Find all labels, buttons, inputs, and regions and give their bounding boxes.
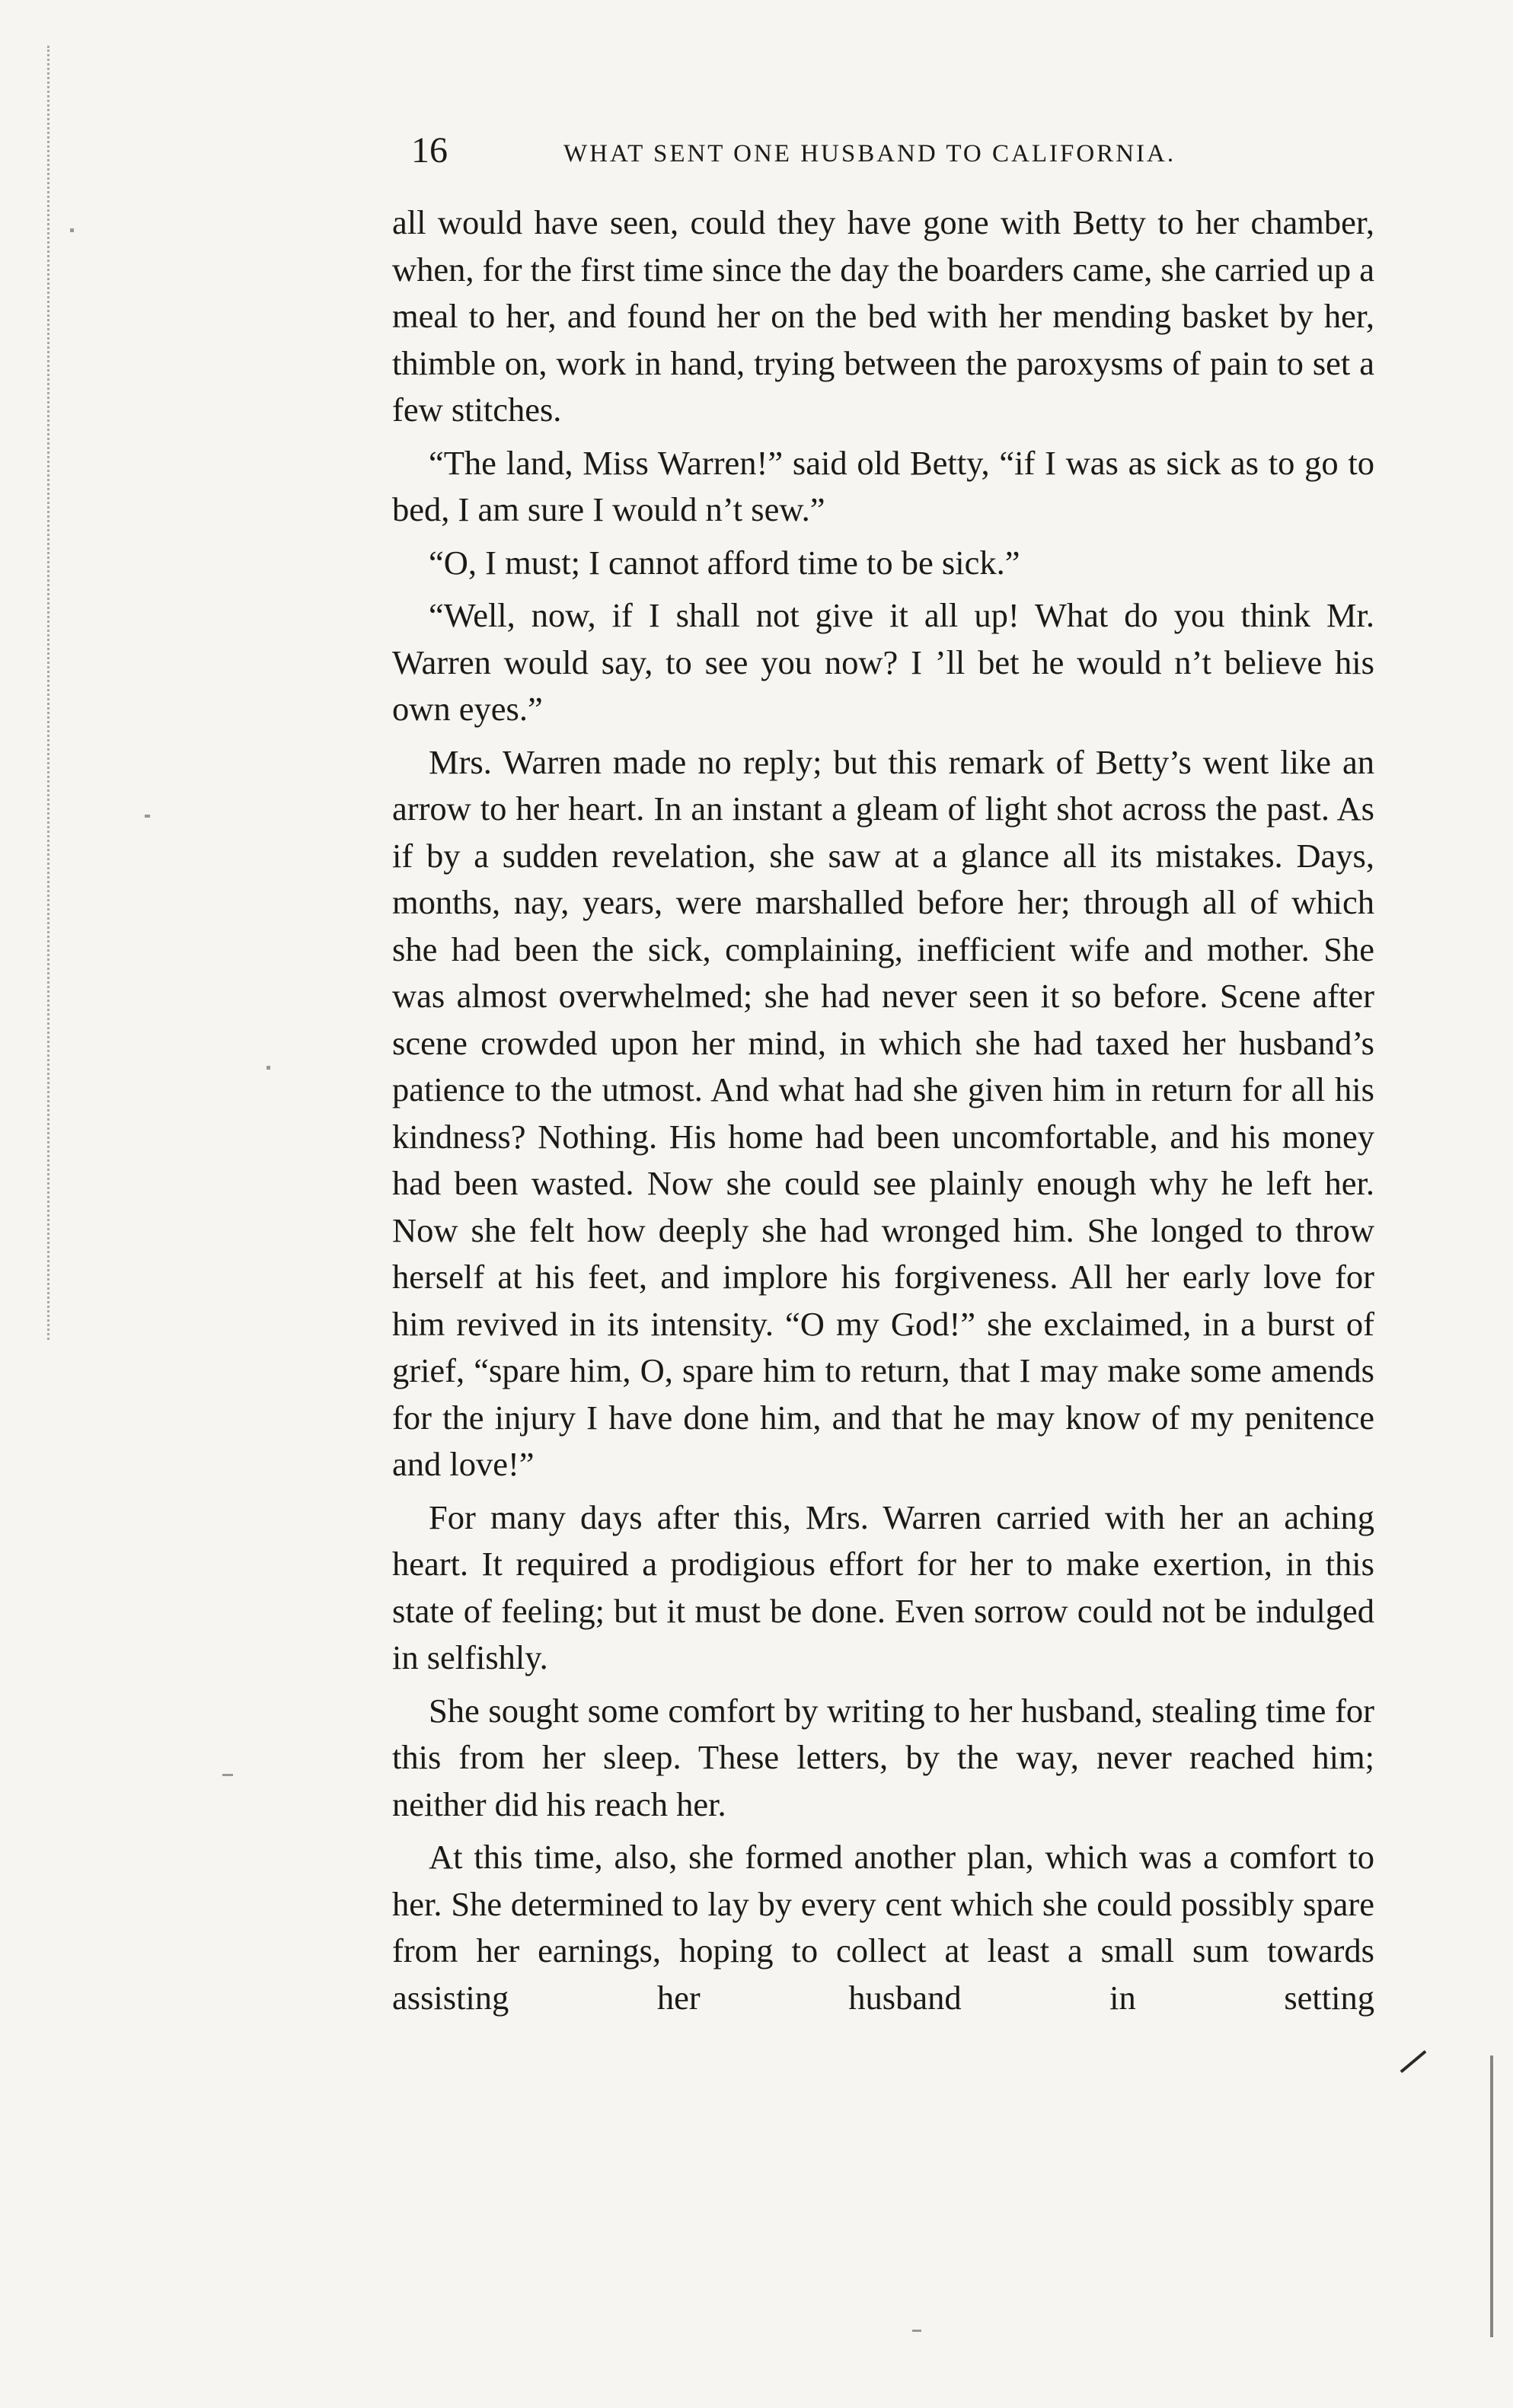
paragraph: For many days after this, Mrs. Warren carried with her an aching heart. It required a prodigious effort for her to make exertion, in this state of feeling; but it must be done. Even sorrow could not be indulged in selfishly. [392, 1497, 1374, 1676]
scan-binding-edge-right [1484, 2056, 1493, 2337]
paragraph: “Well, now, if I shall not give it all up! What do you think Mr. Warren would say, to see you now? I ’ll bet he would n’t believe his own eyes.” [392, 596, 1374, 728]
page-number: 16 [411, 130, 448, 171]
paragraph: At this time, also, she formed another plan, which was a comfort to her. She determined to lay by every cent which she could possibly spare from her earnings, hoping to collect at least a small sum towards assisting her husband in setting [392, 1838, 1374, 2017]
scan-binding-edge-left [47, 46, 60, 1340]
page-header [411, 128, 1371, 174]
paragraph: She sought some comfort by writing to her husband, stealing time for this from her sleep. These letters, by the way, never reached him; neither did his reach her. [392, 1691, 1374, 1823]
paragraph: Mrs. Warren made no reply; but this remark of Betty’s went like an arrow to her heart. In an instant a gleam of light shot across the past. As if by a sudden revelation, she saw at a glance all its mistakes. Days, months, nay, years, were marshalled before her; through all of which she had been the sick, complaining, inefficient wife and mother. She was almost overwhelmed; she had never seen it so before. Scene after scene crowded upon her mind, in which she had taxed her husband’s patience to the utmost. And what had she given him in return for all his kindness? Nothing. His home had been uncomfortable, and his money had been wasted. Now she could see plainly enough why he left her. Now she felt how deeply she had wronged him. She longed to throw herself at his feet, and implore his forgiveness. All her early love for him revived in its intensity. “O my God!” she exclaimed, in a burst of grief, “spare him, O, spare him to return, that I may make some amends for the injury I have done him, and that he may know of my penitence and love!” [392, 742, 1374, 1483]
scan-speck [267, 1066, 270, 1070]
paragraph: “O, I must; I cannot afford time to be sick.” [429, 543, 1020, 582]
scan-speck [222, 1774, 233, 1776]
paragraph: all would have seen, could they have gone with Betty to her chamber, when, for the first time since the day the boarders came, she carried up a meal to her, and found her on the bed with her mending basket by her, thimble on, work in hand, trying between the paroxysms of pain to set a few stitches. [392, 203, 1374, 429]
scan-speck [70, 228, 74, 232]
running-head: WHAT SENT ONE HUSBAND TO CALIFORNIA. [563, 140, 1176, 167]
body-text [392, 199, 1374, 2027]
scan-speck [145, 815, 150, 818]
scan-pen-stroke [1400, 2050, 1427, 2073]
paragraph: “The land, Miss Warren!” said old Betty, “if I was as sick as to go to bed, I am sure I would n’t sew.” [392, 443, 1374, 528]
scan-speck [912, 2330, 921, 2332]
